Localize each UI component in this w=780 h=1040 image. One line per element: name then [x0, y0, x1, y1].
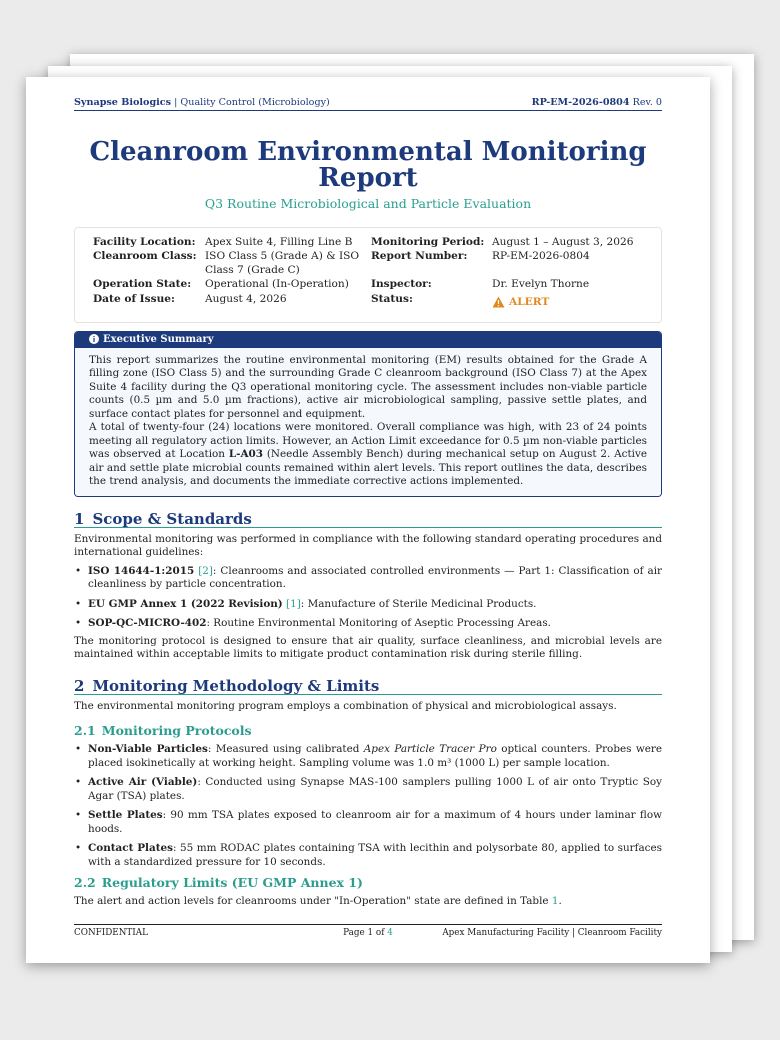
document-id: RP-EM-2026-0804	[531, 97, 630, 108]
report-number-label: Report Number:	[371, 250, 468, 263]
section-heading-scope	[74, 511, 662, 528]
monitoring-period-label: Monitoring Period:	[371, 236, 485, 248]
subsection-title: Regulatory Limits (EU GMP Annex 1)	[101, 875, 363, 891]
location-id: L-A03	[228, 448, 264, 461]
citation-link[interactable]: [1]	[286, 597, 301, 610]
list-item	[88, 776, 662, 803]
facility-location-label: Facility Location:	[93, 236, 196, 248]
subsection-number: 2.1	[74, 723, 96, 739]
header-left	[74, 97, 330, 108]
report-title	[74, 139, 662, 191]
status-value: ALERT	[509, 295, 550, 308]
summary-text: A total of twenty-four (24) locations were monitored. Overall compliance was high, with 23 of 24 points meeting all regulatory action limits. However, an Action Limit exceedance for 0.5 µm non-viable particles was observed at Location	[89, 421, 647, 461]
section-title: Monitoring Methodology & Limits	[92, 676, 380, 695]
protocol-text-cont: optical counters. Probes were placed isokinetically at working height. Sampling volume was 1.0 m³ (1000 L) per sample location.	[88, 743, 662, 769]
list-item	[88, 617, 662, 631]
operation-state-label: Operation State:	[93, 278, 192, 291]
executive-summary-box	[74, 331, 662, 497]
list-item	[88, 598, 662, 612]
limits-text-body: The alert and action levels for cleanrooms under "In-Operation" state are defined in Table	[74, 895, 552, 908]
monitoring-period-value: August 1 – August 3, 2026	[492, 236, 634, 248]
revision-label: Rev. 0	[632, 97, 662, 108]
standards-list	[74, 565, 662, 631]
company-name: Synapse Biologics	[74, 97, 172, 108]
subsection-heading-protocols	[74, 723, 662, 738]
status-badge	[492, 296, 549, 309]
title-line-1: Cleanroom Environmental Monitoring	[89, 137, 647, 167]
footer-right: Apex Manufacturing Facility | Cleanroom Facility	[442, 928, 662, 938]
executive-summary-title: Executive Summary	[103, 333, 214, 345]
standard-description: : Manufacture of Sterile Medicinal Products.	[300, 597, 537, 610]
header-separator: |	[174, 97, 178, 108]
section-heading-methodology	[74, 678, 662, 695]
cleanroom-class-value: ISO Class 5 (Grade A) & ISO Class 7 (Grade C)	[205, 250, 360, 276]
cleanroom-class-label: Cleanroom Class:	[93, 250, 197, 263]
status-label: Status:	[371, 292, 413, 305]
section-number: 1	[74, 509, 85, 528]
header-right	[532, 97, 662, 108]
protocol-name: Non-Viable Particles	[88, 743, 208, 756]
protocol-text: : 55 mm RODAC plates containing TSA with lecithin and polysorbate 80, applied to surfaces with a standardized pressure for 10 seconds.	[88, 842, 662, 868]
department-name: Quality Control (Microbiology)	[180, 97, 330, 108]
date-of-issue-label: Date of Issue:	[93, 292, 175, 305]
standard-name: SOP-QC-MICRO-402	[88, 617, 207, 630]
page-header	[74, 97, 662, 111]
standard-description: : Routine Environmental Monitoring of Aseptic Processing Areas.	[206, 617, 551, 630]
protocol-name: Settle Plates	[88, 809, 163, 822]
title-line-2: Report	[318, 163, 418, 193]
executive-summary-paragraph-1: This report summarizes the routine environmental monitoring (EM) results obtained for the Grade A filling zone (ISO Class 5) and the surrounding Grade C cleanroom background (ISO Class 7) at the Apex Suite 4 facility during the Q3 operational monitoring cycle. The assessment includes non-viable particle counts (0.5 µm and 5.0 µm fractions), active air microbiological sampling, passive settle plates, and surface contact plates for personnel and equipment.	[89, 353, 647, 420]
subsection-number: 2.2	[74, 875, 96, 891]
standard-name: EU GMP Annex 1 (2022 Revision)	[88, 597, 283, 610]
subsection-heading-limits	[74, 875, 662, 890]
operation-state-value: Operational (In-Operation)	[205, 278, 349, 291]
footer-confidential: CONFIDENTIAL	[74, 928, 148, 938]
inspector-label: Inspector:	[371, 278, 432, 291]
list-item	[88, 809, 662, 836]
subsection-title: Monitoring Protocols	[101, 723, 252, 739]
limits-text	[74, 895, 662, 909]
report-subtitle: Q3 Routine Microbiological and Particle Evaluation	[204, 196, 532, 211]
info-icon	[89, 334, 99, 344]
protocols-list	[74, 743, 662, 869]
page-number-prefix: Page 1 of	[343, 928, 388, 938]
warning-icon	[492, 296, 505, 308]
report-number-value: RP-EM-2026-0804	[492, 250, 590, 263]
summary-text-cont: (Needle Assembly Bench) during mechanical setup on August 2. Active air and settle plate microbial counts remained within alert levels. This report outlines the data, describes the trend analysis, and documents the immediate corrective actions implemented.	[89, 448, 647, 488]
report-page	[26, 77, 710, 963]
list-item	[88, 743, 662, 770]
instrument-name: Apex Particle Tracer Pro	[363, 743, 497, 756]
executive-summary-body	[75, 348, 661, 496]
page-number	[74, 928, 662, 938]
executive-summary-header	[75, 332, 661, 348]
facility-location-value: Apex Suite 4, Filling Line B	[205, 236, 353, 248]
protocol-text: : Measured using calibrated	[207, 743, 364, 756]
executive-summary-paragraph-2	[89, 421, 647, 489]
date-of-issue-value: August 4, 2026	[205, 292, 287, 305]
methodology-intro: The environmental monitoring program employs a combination of physical and microbiological assays.	[74, 699, 617, 712]
section-title: Scope & Standards	[92, 509, 252, 528]
protocol-text: : Conducted using Synapse MAS-100 samplers pulling 1000 L of air onto Tryptic Soy Agar (TSA) plates.	[88, 776, 662, 802]
limits-text-end: .	[558, 895, 562, 908]
list-item	[88, 565, 662, 592]
standard-description: : Cleanrooms and associated controlled environments — Part 1: Classification of air cleanliness by particle concentration.	[88, 564, 662, 591]
scope-outro: The monitoring protocol is designed to ensure that air quality, surface cleanliness, and microbial levels are maintained within acceptable limits to mitigate product contamination risk during sterile filling.	[74, 634, 662, 661]
inspector-value: Dr. Evelyn Thorne	[492, 278, 590, 291]
page-footer	[74, 924, 662, 938]
report-info-box	[74, 227, 662, 323]
status-cell	[492, 293, 643, 314]
protocol-name: Contact Plates	[88, 842, 173, 855]
standard-name: ISO 14644-1:2015	[88, 564, 195, 577]
section-number: 2	[74, 676, 85, 695]
table-ref-link[interactable]: 1	[551, 895, 559, 908]
list-item	[88, 842, 662, 869]
citation-link[interactable]: [2]	[198, 564, 213, 577]
scope-intro: Environmental monitoring was performed in compliance with the following standard operating procedures and international guidelines:	[74, 532, 662, 559]
protocol-name: Active Air (Viable)	[88, 776, 198, 789]
page-total-link[interactable]: 4	[387, 928, 393, 938]
protocol-text: : 90 mm TSA plates exposed to cleanroom air for a maximum of 4 hours under laminar flow hoods.	[88, 809, 662, 835]
